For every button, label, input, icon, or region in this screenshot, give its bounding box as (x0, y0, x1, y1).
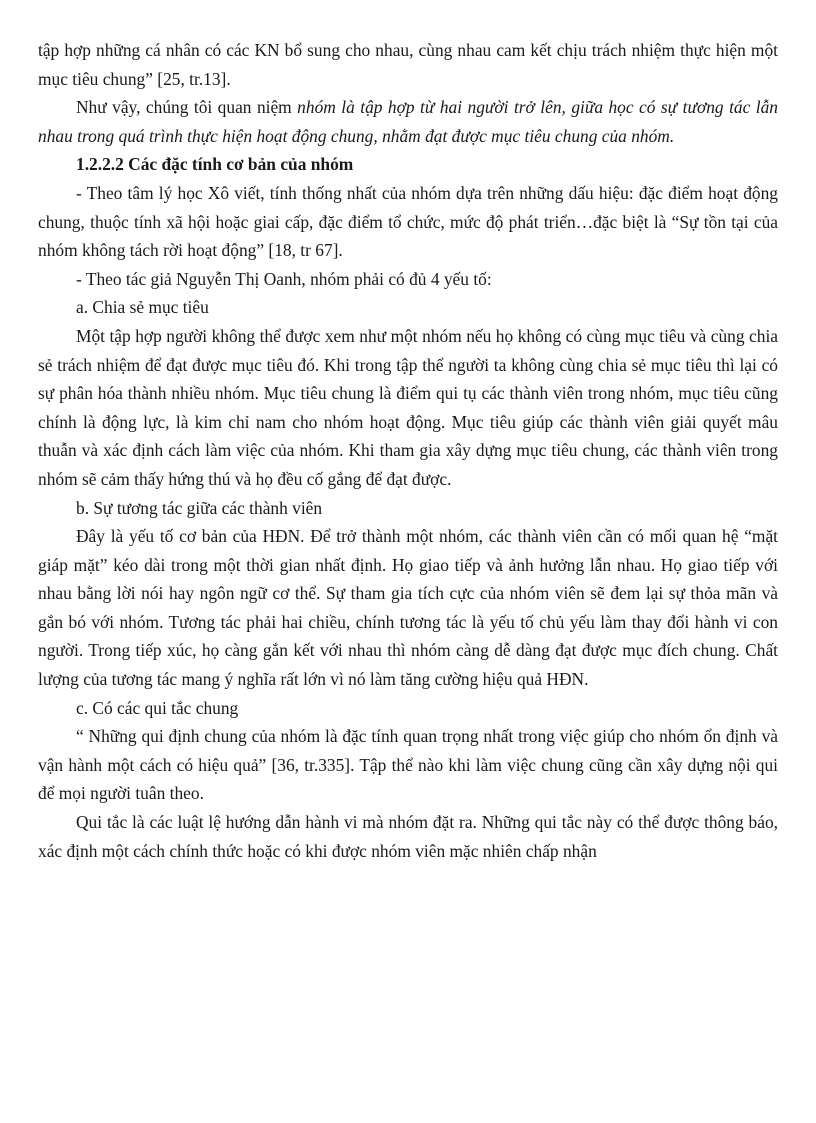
section-heading: 1.2.2.2 Các đặc tính cơ bản của nhóm (76, 154, 354, 175)
paragraph-definition (38, 93, 778, 150)
paragraph-rules-definition: Qui tắc là các luật lệ hướng dẫn hành vi mà nhóm đặt ra. Những qui tắc này có thể được thông báo, xác định một cách chính thức hoặc có khi được nhóm viên mặc nhiên chấp nhận (38, 812, 778, 861)
definition-lead: Như vậy, chúng tôi quan niệm (76, 97, 298, 118)
list-item-b: b. Sự tương tác giữa các thành viên (76, 497, 323, 518)
list-item-a: a. Chia sẻ mục tiêu (76, 297, 209, 318)
paragraph-interaction: Đây là yếu tố cơ bản của HĐN. Để trở thành một nhóm, các thành viên cần có mối quan hệ “mặt giáp mặt” kéo dài trong một thời gian nhất định. Họ giao tiếp và ảnh hưởng lẫn nhau. Họ giao tiếp với nhau bằng lời nói hay ngôn ngữ cơ thể. Sự tham gia tích cực của nhóm viên sẽ đem lại sự thỏa mãn và gắn bó với nhóm. Tương tác phải hai chiều, chính tương tác là yếu tố chủ yếu làm thay đổi hành vi con người. Trong tiếp xúc, họ càng gắn kết với nhau thì nhóm càng dễ dàng đạt được mục đích chung. Chất lượng của tương tác mang ý nghĩa rất lớn vì nó làm tăng cường hiệu quả HĐN. (38, 526, 778, 690)
definition-italic: nhóm là tập hợp từ hai người trở lên, giữa học có sự tương tác lẫn nhau trong quá trình thực hiện hoạt động chung, nhằm đạt được mục tiêu chung của nhóm. (38, 97, 778, 146)
document-page (38, 36, 778, 865)
paragraph-four-factors: - Theo tác giả Nguyễn Thị Oanh, nhóm phải có đủ 4 yếu tố: (76, 268, 492, 289)
paragraph-shared-goals: Một tập hợp người không thể được xem như một nhóm nếu họ không có cùng mục tiêu và cùng chia sẻ trách nhiệm để đạt được mục tiêu đó. Khi trong tập thể người ta không cùng chia sẻ mục tiêu thì lại có sự phân hóa thành nhiều nhóm. Mục tiêu chung là điểm qui tụ các thành viên trong nhóm, mục tiêu cũng chính là động lực, là kim chỉ nam cho nhóm hoạt động. Mục tiêu giúp các thành viên giải quyết mâu thuẫn và xác định cách làm việc của nhóm. Khi tham gia xây dựng mục tiêu chung, các thành viên trong nhóm sẽ cảm thấy hứng thú và họ đều cố gắng để đạt được. (38, 325, 778, 489)
paragraph-common-rules-quote: “ Những qui định chung của nhóm là đặc tính quan trọng nhất trong việc giúp cho nhóm ổn định và vận hành một cách có hiệu quả” [36, tr.335]. Tập thể nào khi làm việc chung cũng cần xây dựng nội qui để mọi người tuân theo. (38, 726, 778, 804)
paragraph-continuation: tập hợp những cá nhân có các KN bổ sung cho nhau, cùng nhau cam kết chịu trách nhiệm thực hiện một mục tiêu chung” [25, tr.13]. (38, 40, 778, 89)
paragraph-soviet-psychology: - Theo tâm lý học Xô viết, tính thống nhất của nhóm dựa trên những dấu hiệu: đặc điểm hoạt động chung, thuộc tính xã hội hoặc giai cấp, đặc điểm tổ chức, mức độ phát triển…đặc biệt là “Sự tồn tại của nhóm không tách rời hoạt động” [18, tr 67]. (38, 182, 778, 261)
list-item-c: c. Có các qui tắc chung (76, 697, 239, 718)
